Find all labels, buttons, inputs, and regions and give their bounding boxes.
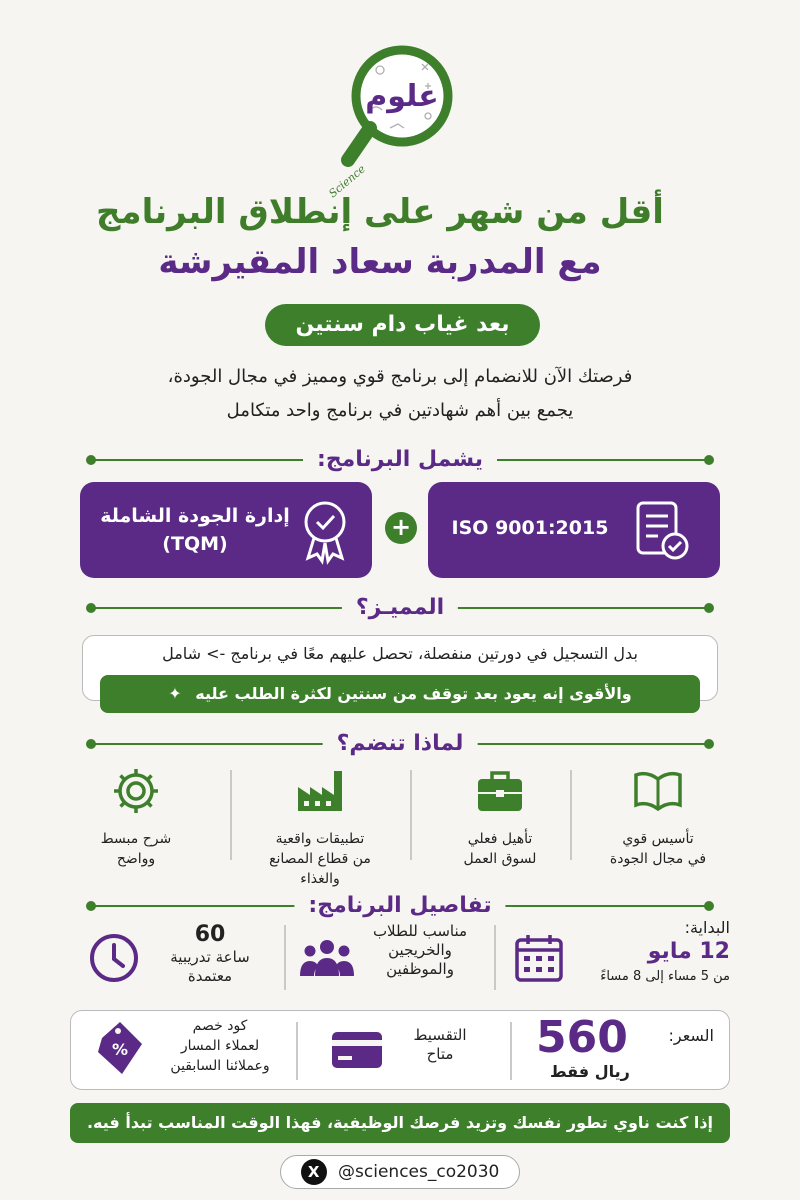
discount-info bbox=[150, 1016, 290, 1076]
sparkle-icon: ✦ bbox=[168, 684, 182, 703]
discount-line: كود خصم bbox=[192, 1018, 248, 1034]
hours-line: ساعة تدريبية bbox=[170, 948, 250, 966]
intro-text bbox=[60, 360, 740, 428]
why-item-line: تأهيل فعلي bbox=[467, 831, 533, 847]
percent-symbol: % bbox=[111, 1040, 129, 1059]
intro-line-1: فرصتك الآن للانضمام إلى برنامج قوي ومميز في مجال الجودة، bbox=[167, 366, 633, 387]
audience-line: والموظفين bbox=[386, 960, 454, 978]
why-item-applications bbox=[250, 765, 390, 885]
section-header-distinct bbox=[90, 591, 710, 625]
divider bbox=[230, 770, 232, 860]
briefcase-icon bbox=[474, 765, 526, 817]
installments-line: التقسيط bbox=[413, 1026, 467, 1044]
why-title: لماذا تنضم؟ bbox=[323, 727, 478, 761]
group-people-icon bbox=[298, 938, 356, 978]
hours-value: 60 bbox=[194, 922, 226, 947]
highlight-text: والأقوى إنه يعود بعد توقف من سنتين لكثرة الطلب عليه bbox=[195, 684, 632, 703]
start-label: البداية: bbox=[684, 918, 730, 937]
calendar-icon bbox=[514, 932, 564, 984]
distinct-title: المميـز؟ bbox=[342, 591, 458, 625]
why-item-line: تطبيقات واقعية bbox=[275, 831, 365, 847]
intro-line-2: يجمع بين أهم شهادتين في برنامج واحد متكامل bbox=[226, 400, 574, 421]
brand-logo bbox=[326, 40, 460, 201]
why-item-line: لسوق العمل bbox=[463, 851, 537, 867]
installments-info bbox=[390, 1026, 490, 1064]
social-handle-pill[interactable] bbox=[280, 1155, 520, 1189]
price-value: 560 bbox=[536, 1012, 628, 1063]
gear-icon bbox=[110, 765, 162, 817]
discount-line: وعملائنا السابقين bbox=[170, 1058, 270, 1074]
headline-line-1: أقل من شهر على إنطلاق البرنامج bbox=[96, 192, 664, 232]
divider bbox=[410, 770, 412, 860]
iso-label: ISO 9001:2015 bbox=[451, 517, 609, 539]
hours-line: معتمدة bbox=[187, 967, 233, 985]
factory-icon bbox=[294, 765, 346, 817]
audience-info bbox=[360, 922, 480, 979]
logo-subtext: Science bbox=[326, 162, 368, 201]
logo-text: علوم bbox=[365, 79, 439, 114]
divider bbox=[296, 1022, 298, 1080]
audience-line: والخريجين bbox=[388, 941, 452, 959]
tqm-abbrev: (TQM) bbox=[162, 533, 228, 555]
call-to-action: إذا كنت ناوي تطور نفسك وتزيد فرصك الوظيفية، فهذا الوقت المناسب تبدأ فيه. bbox=[70, 1103, 730, 1143]
clock-icon bbox=[88, 932, 140, 984]
why-item-qualification bbox=[430, 765, 570, 885]
x-logo-icon: X bbox=[301, 1159, 327, 1185]
return-badge: بعد غياب دام سنتين bbox=[265, 304, 540, 346]
price-currency: ريال فقط bbox=[550, 1062, 630, 1081]
distinct-highlight bbox=[100, 675, 700, 713]
divider bbox=[284, 925, 286, 990]
headline-line-2: مع المدربة سعاد المقيرشة bbox=[158, 242, 602, 282]
why-item-line: والغذاء bbox=[300, 871, 340, 887]
why-item-line: تأسيس قوي bbox=[622, 831, 694, 847]
section-header-includes bbox=[90, 443, 710, 477]
distinct-text: بدل التسجيل في دورتين منفصلة، تحصل عليهم معًا في برنامج -> شامل bbox=[162, 644, 638, 663]
checklist-icon bbox=[632, 500, 692, 562]
hours-info bbox=[150, 922, 270, 986]
audience-line: مناسب للطلاب bbox=[372, 922, 468, 940]
why-item-line: في مجال الجودة bbox=[609, 851, 707, 867]
tqm-card bbox=[80, 482, 372, 578]
start-date: 12 مايو bbox=[647, 939, 730, 964]
price-info bbox=[528, 1012, 718, 1088]
plus-icon: + bbox=[385, 512, 417, 544]
why-item-line: وواضح bbox=[116, 851, 156, 867]
divider bbox=[570, 770, 572, 860]
start-time: من 5 مساء إلى 8 مساءً bbox=[600, 969, 730, 984]
iso-card bbox=[428, 482, 720, 578]
social-handle[interactable]: @sciences_co2030 bbox=[338, 1162, 500, 1182]
why-item-explanation bbox=[66, 765, 206, 885]
section-header-why bbox=[90, 727, 710, 761]
why-item-line: من قطاع المصانع bbox=[269, 851, 371, 867]
open-book-icon bbox=[632, 765, 684, 817]
details-title: تفاصيل البرنامج: bbox=[294, 889, 505, 923]
installments-line: متاح bbox=[426, 1045, 454, 1063]
includes-title: يشمل البرنامج: bbox=[303, 443, 497, 477]
start-info bbox=[570, 918, 730, 986]
price-label: السعر: bbox=[668, 1026, 714, 1045]
divider bbox=[494, 925, 496, 990]
tqm-label: إدارة الجودة الشاملة bbox=[100, 505, 290, 527]
divider bbox=[510, 1022, 512, 1080]
why-item-foundation bbox=[588, 765, 728, 885]
award-ribbon-icon bbox=[300, 498, 350, 562]
credit-card-icon bbox=[330, 1030, 384, 1070]
discount-line: لعملاء المسار bbox=[180, 1038, 260, 1054]
why-item-line: شرح مبسط bbox=[100, 831, 172, 847]
discount-tag-icon bbox=[92, 1018, 146, 1078]
